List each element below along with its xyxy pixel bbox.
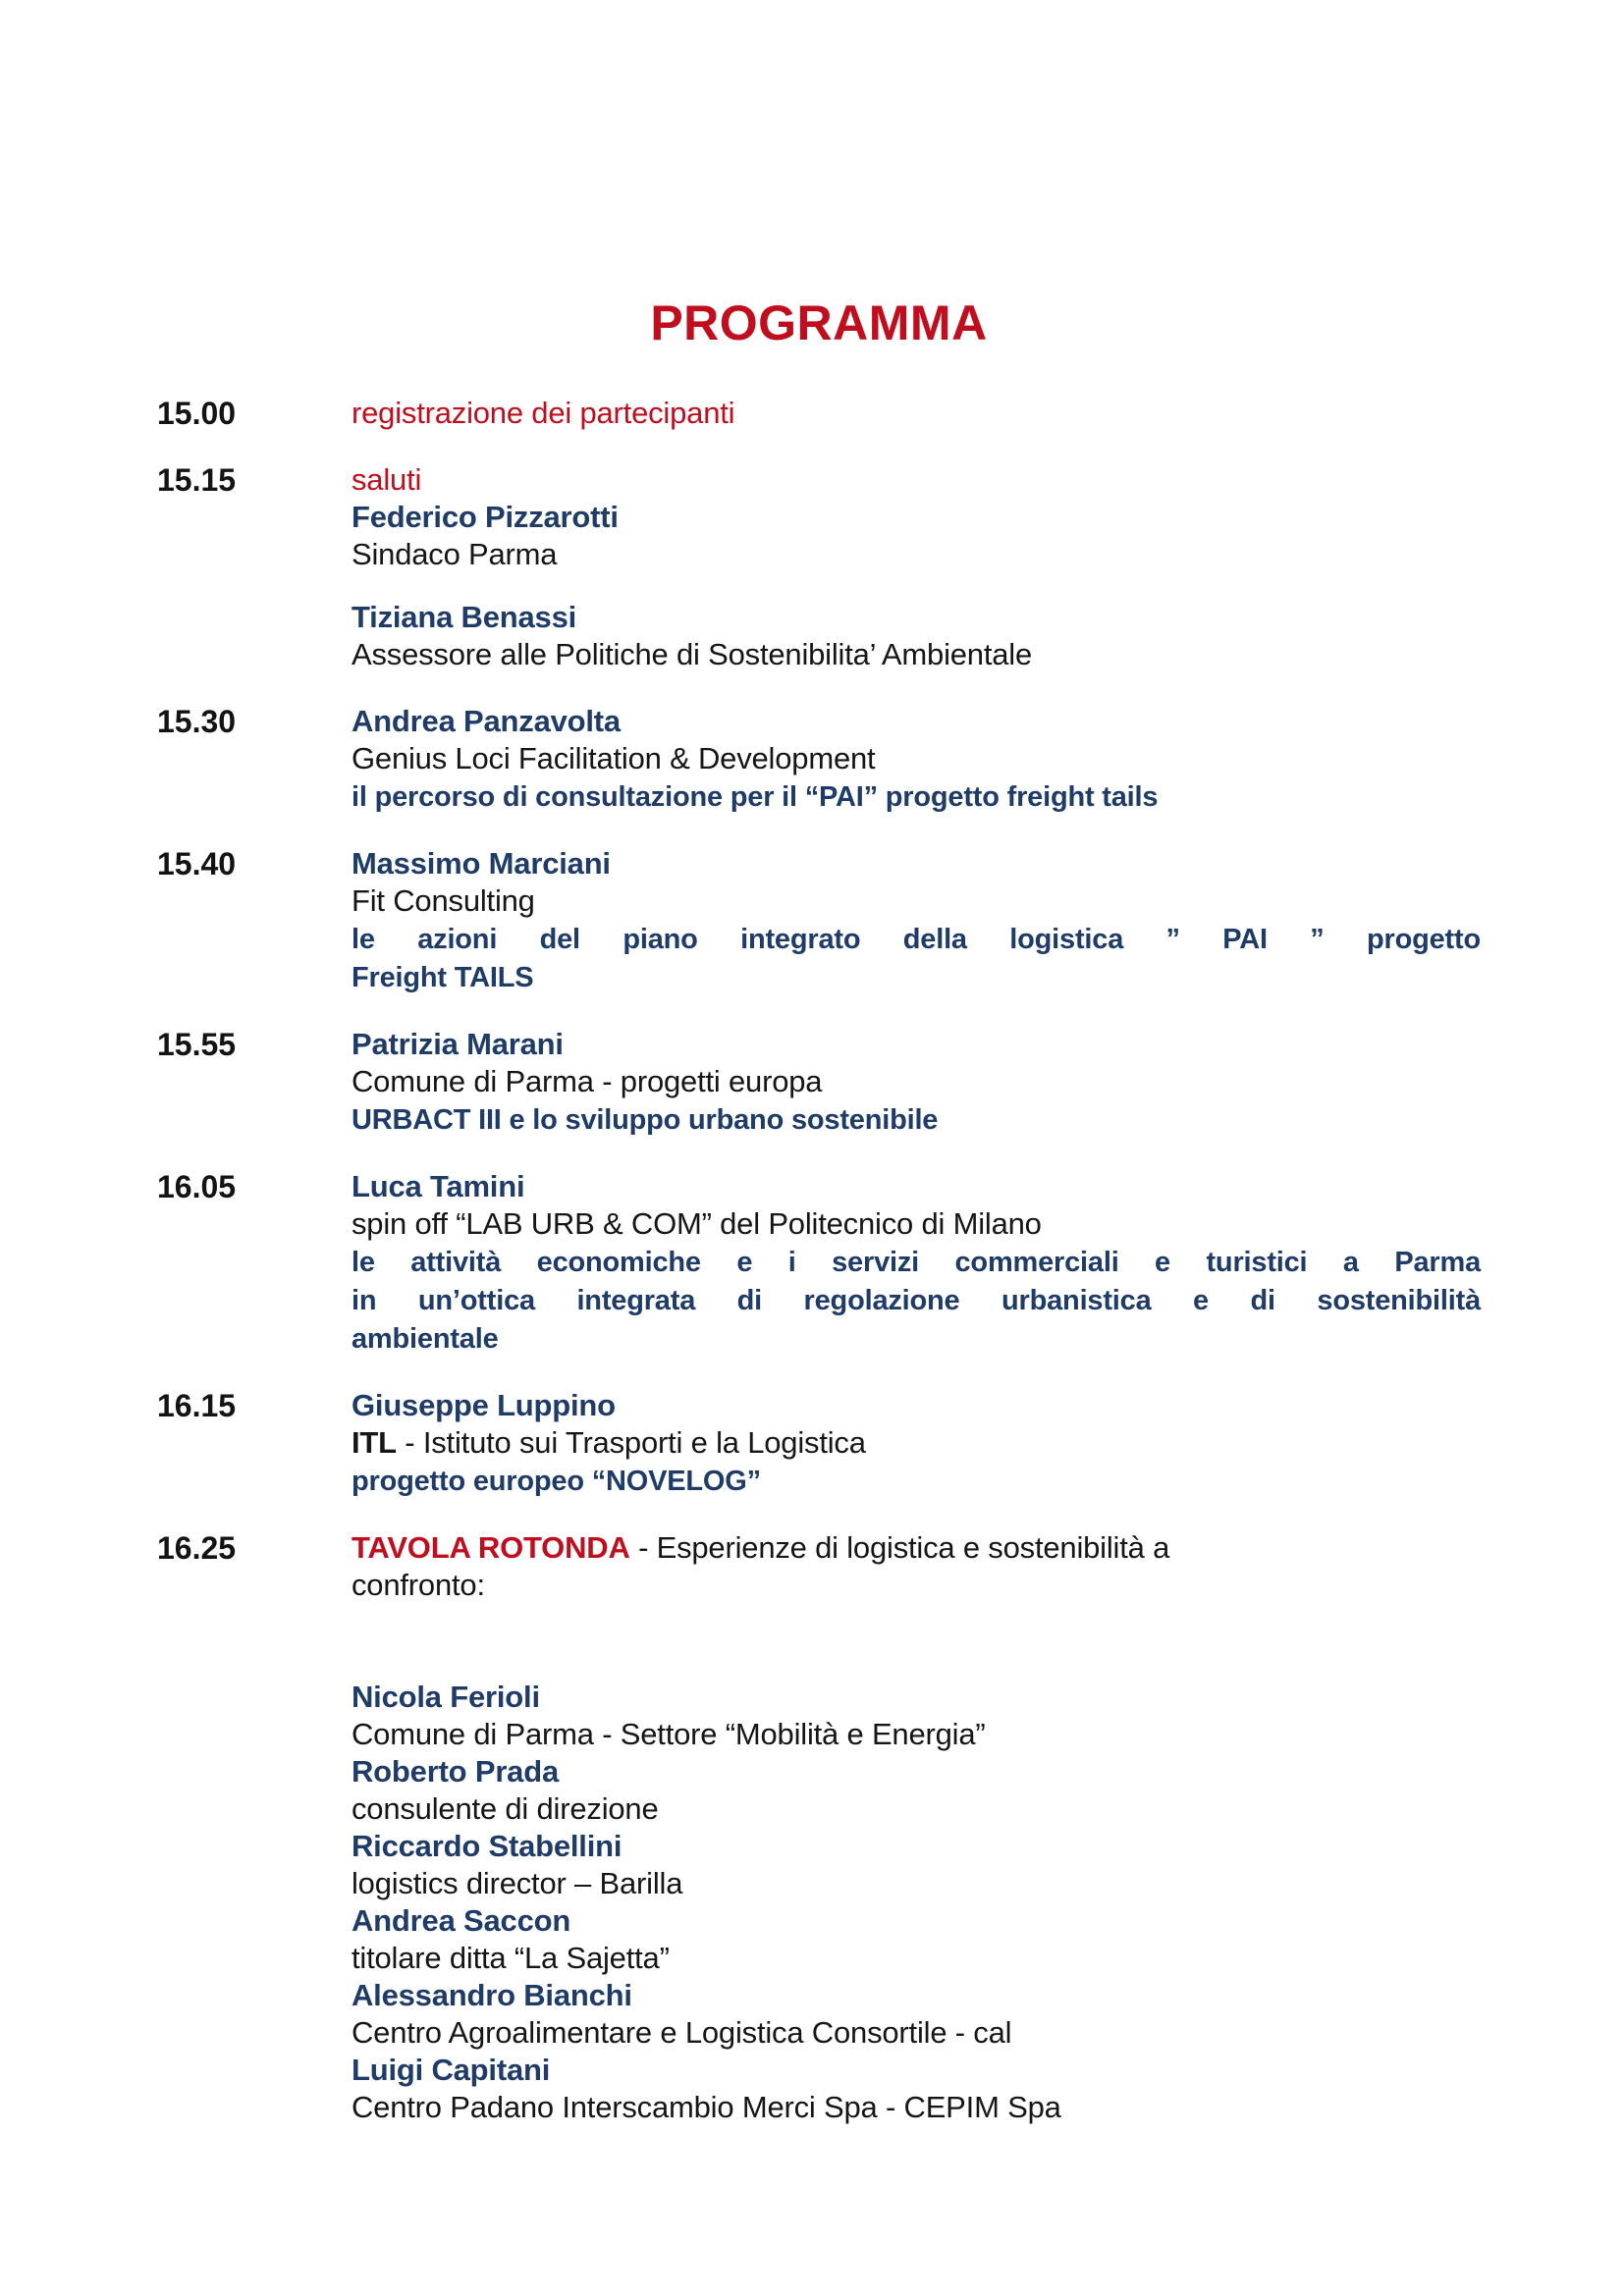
speaker-role: - Istituto sui Trasporti e la Logistica [396, 1425, 866, 1460]
text-line [352, 2052, 1481, 2089]
speaker-role: Genius Loci Facilitation & Development [352, 741, 876, 775]
schedule-item [157, 1529, 1481, 2126]
text-line [352, 1387, 1481, 1424]
speaker-name: Roberto Prada [352, 1754, 559, 1789]
speaker-role: Assessore alle Politiche di Sostenibilita’ Ambientale [352, 637, 1033, 671]
text-line [352, 499, 1481, 536]
talk-title: il percorso di consultazione per il “PAI” progetto freight tails [352, 781, 1159, 813]
text-line [352, 1063, 1481, 1100]
schedule-item [157, 395, 1481, 432]
schedule [157, 395, 1481, 2126]
text-line [352, 636, 1481, 673]
speaker-name: Riccardo Stabellini [352, 1829, 622, 1863]
schedule-content [352, 1387, 1481, 1500]
talk-title: le attività economiche e i servizi commerciali e turistici a Parma [352, 1247, 1481, 1278]
schedule-item [157, 1026, 1481, 1139]
speaker-name: Nicola Ferioli [352, 1680, 540, 1714]
schedule-item [157, 1168, 1481, 1358]
text-line [352, 1753, 1481, 1790]
speaker-name: Massimo Marciani [352, 846, 611, 881]
speaker-role: Centro Agroalimentare e Logistica Consortile - cal [352, 2015, 1012, 2050]
text-line [352, 1168, 1481, 1205]
text-line [352, 2014, 1481, 2052]
text-line [352, 1790, 1481, 1828]
talk-title: URBACT III e lo sviluppo urbano sostenibile [352, 1104, 939, 1136]
text-line [352, 1281, 1481, 1319]
spacer [352, 573, 1481, 599]
text-line [352, 845, 1481, 882]
speaker-role: consulente di direzione [352, 1791, 659, 1826]
text-line [352, 920, 1481, 958]
spacer [352, 1604, 1481, 1679]
speaker-role: Centro Padano Interscambio Merci Spa - CEPIM Spa [352, 2090, 1061, 2124]
schedule-item [157, 703, 1481, 816]
schedule-content [352, 1026, 1481, 1139]
speaker-role: logistics director – Barilla [352, 1866, 683, 1900]
speaker-role: Comune di Parma - progetti europa [352, 1064, 823, 1098]
speaker-name: Andrea Panzavolta [352, 704, 621, 738]
talk-title: ambientale [352, 1323, 499, 1355]
time-label: 15.15 [157, 462, 237, 498]
talk-title: progetto europeo “NOVELOG” [352, 1466, 761, 1497]
text-line [352, 461, 1481, 499]
page-title: PROGRAMMA [650, 295, 988, 350]
time-label: 16.15 [157, 1388, 237, 1423]
schedule-item [157, 1387, 1481, 1500]
text-line [352, 536, 1481, 573]
talk-title: Freight TAILS [352, 962, 534, 993]
text-line [352, 1319, 1481, 1358]
time-label: 16.05 [157, 1169, 237, 1204]
schedule-content [352, 395, 1481, 432]
text-line [352, 1424, 1481, 1462]
text-line [352, 1902, 1481, 1940]
time-label: 15.00 [157, 396, 237, 431]
text-line [352, 395, 1481, 432]
session-label: registrazione dei partecipanti [352, 396, 735, 430]
time-label: 15.40 [157, 846, 237, 881]
text-line [352, 1977, 1481, 2014]
speaker-name: Tiziana Benassi [352, 600, 577, 634]
talk-title: le azioni del piano integrato della logistica ” PAI ” progetto [352, 924, 1481, 955]
schedule-item [157, 461, 1481, 673]
speaker-name: Alessandro Bianchi [352, 1978, 632, 2012]
text-line [352, 703, 1481, 740]
schedule-content [352, 703, 1481, 816]
speaker-role: Comune di Parma - Settore “Mobilità e Energia” [352, 1717, 986, 1751]
speaker-name: Andrea Saccon [352, 1903, 571, 1938]
speaker-role: Fit Consulting [352, 883, 535, 918]
text-line [352, 1205, 1481, 1243]
time-label: 15.30 [157, 704, 237, 739]
time-label: 16.25 [157, 1530, 237, 1566]
text-line [352, 777, 1481, 816]
text-line [352, 740, 1481, 777]
text-line [352, 1940, 1481, 1977]
schedule-content [352, 1529, 1481, 2126]
speaker-name: Giuseppe Luppino [352, 1388, 616, 1422]
text-line [352, 1567, 1481, 1604]
schedule-content [352, 845, 1481, 996]
text-line [352, 1716, 1481, 1753]
speaker-name: Federico Pizzarotti [352, 500, 619, 534]
text-line [352, 1529, 1481, 1567]
speaker-role: Sindaco Parma [352, 537, 558, 571]
session-label: saluti [352, 462, 422, 497]
speaker-name: Luca Tamini [352, 1169, 525, 1203]
speaker-name: Patrizia Marani [352, 1027, 564, 1061]
schedule-content [352, 1168, 1481, 1358]
text-line [352, 1243, 1481, 1281]
schedule-content [352, 461, 1481, 673]
text-line [352, 1462, 1481, 1500]
org-abbrev: ITL [352, 1425, 397, 1460]
schedule-item [157, 845, 1481, 996]
text-line [352, 2089, 1481, 2126]
speaker-name: Luigi Capitani [352, 2053, 551, 2087]
speaker-role: confronto: [352, 1568, 485, 1602]
text-line [352, 882, 1481, 920]
time-label: 15.55 [157, 1027, 237, 1062]
text-line [352, 1679, 1481, 1716]
text-line [352, 1865, 1481, 1902]
text-line [352, 1100, 1481, 1139]
speaker-role: spin off “LAB URB & COM” del Politecnico di Milano [352, 1206, 1042, 1241]
text-line [352, 1828, 1481, 1865]
text-line [352, 1026, 1481, 1063]
speaker-role: titolare ditta “La Sajetta” [352, 1941, 670, 1975]
speaker-role: - Esperienze di logistica e sostenibilità a [629, 1530, 1170, 1565]
talk-title: in un’ottica integrata di regolazione urbanistica e di sostenibilità [352, 1285, 1481, 1316]
text-line [352, 599, 1481, 636]
text-line [352, 958, 1481, 996]
round-table-label: TAVOLA ROTONDA [352, 1530, 630, 1565]
